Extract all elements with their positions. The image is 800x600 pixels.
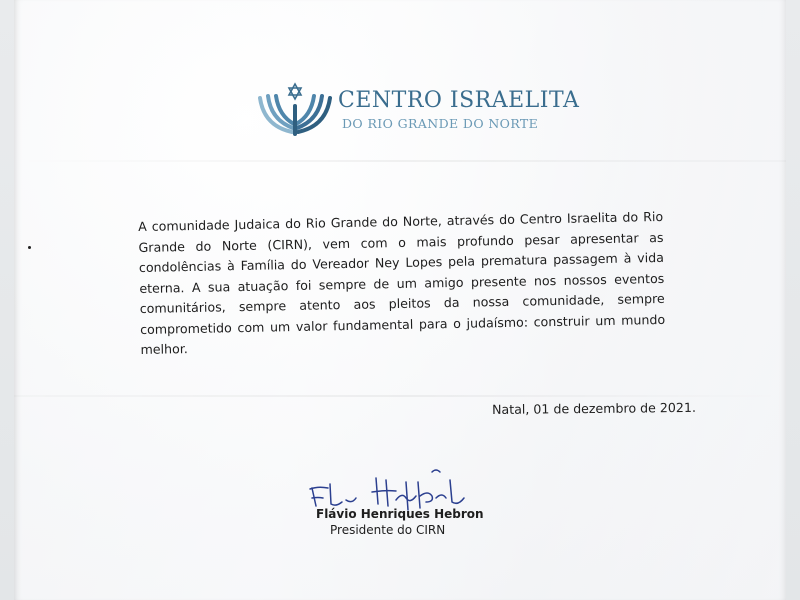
letter-date: Natal, 01 de dezembro de 2021. (492, 399, 696, 417)
paper-speck (28, 246, 31, 249)
letterhead-title: CENTRO ISRAELITA (338, 88, 580, 113)
signatory-role: Presidente do CIRN (330, 523, 446, 537)
paper-fold-lower (14, 395, 786, 397)
letterhead-logo (254, 80, 580, 140)
menorah-star-of-david-icon (254, 80, 338, 138)
paper-fold-upper (14, 160, 786, 162)
signatory-name: Flávio Henriques Hebron (316, 507, 484, 521)
letterhead-subtitle: DO RIO GRANDE DO NORTE (342, 116, 539, 131)
condolence-message: A comunidade Judaica do Rio Grande do Norte, através do Centro Israelita do Rio Grande do Norte (CIRN), vem com o mais profundo pesar apresentar as condolências à Família do Vereador Ney Lopes pela prematura passagem à vida eterna. A sua atuação foi sempre de um amigo presente nos nossos eventos comunitários, sempre atento aos pleitos da nossa comunidade, sempre comprometido com um valor fundamental para o judaísmo: construir um mundo melhor. (138, 208, 666, 357)
